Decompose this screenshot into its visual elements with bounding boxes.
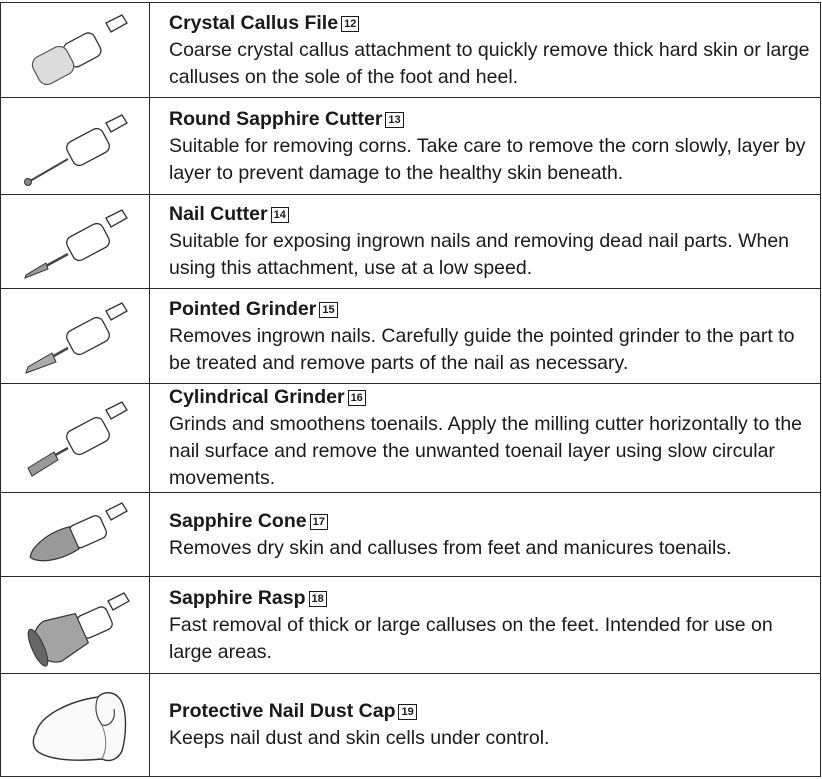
cylindrical-grinder-icon — [10, 388, 140, 488]
attachment-number: 14 — [271, 207, 289, 223]
attachment-description-cell — [150, 493, 821, 577]
attachment-name: Cylindrical Grinder — [169, 386, 345, 408]
sapphire-cone-icon — [10, 495, 140, 575]
attachment-row — [1, 195, 821, 289]
attachment-description: Suitable for exposing ingrown nails and removing dead nail parts. When using this attachment, use at a low speed. — [169, 230, 790, 279]
attachment-description: Grinds and smoothens toenails. Apply the milling cutter horizontally to the nail surface and remove the unwanted toenail layer using slow circular movements. — [169, 413, 803, 489]
attachments-table — [0, 2, 821, 777]
attachment-image-cell — [1, 289, 150, 384]
attachment-name: Pointed Grinder — [169, 297, 317, 320]
attachment-description-cell — [150, 98, 821, 195]
round-sapphire-cutter-icon — [10, 101, 140, 191]
attachment-row — [1, 3, 821, 98]
crystal-callus-file-icon — [10, 5, 140, 95]
nail-cutter-icon — [10, 198, 140, 286]
attachment-number: 18 — [309, 591, 327, 607]
attachment-description: Coarse crystal callus attachment to quickly remove thick hard skin or large calluses on the sole of the foot and heel. — [169, 38, 810, 88]
attachment-description-cell — [150, 289, 821, 384]
attachment-name: Crystal Callus File — [169, 11, 339, 34]
attachment-row — [1, 98, 821, 195]
attachment-name: Sapphire Cone — [169, 509, 307, 532]
attachment-description: Removes ingrown nails. Carefully guide the pointed grinder to the part to be treated and remove parts of the nail as necessary. — [169, 324, 795, 374]
attachment-image-cell — [1, 493, 150, 577]
attachment-description: Suitable for removing corns. Take care to remove the corn slowly, layer by layer to prevent damage to the healthy skin beneath. — [169, 134, 806, 184]
attachment-number: 15 — [319, 302, 337, 318]
sapphire-rasp-icon — [10, 579, 140, 671]
attachment-row — [1, 384, 821, 493]
attachment-number: 17 — [310, 514, 328, 530]
attachment-row — [1, 577, 821, 674]
attachment-number: 13 — [385, 112, 403, 128]
attachment-number: 12 — [341, 16, 359, 32]
attachment-description-cell — [150, 3, 821, 98]
attachment-name: Protective Nail Dust Cap — [169, 700, 396, 722]
attachment-image-cell — [1, 674, 150, 777]
attachment-description: Keeps nail dust and skin cells under control. — [169, 727, 550, 749]
attachment-description-cell — [150, 384, 821, 493]
attachment-description-cell — [150, 674, 821, 777]
attachment-image-cell — [1, 98, 150, 195]
attachment-name: Round Sapphire Cutter — [169, 107, 383, 130]
attachment-number: 19 — [398, 704, 416, 720]
pointed-grinder-icon — [10, 291, 140, 381]
attachment-row — [1, 289, 821, 384]
attachment-image-cell — [1, 384, 150, 493]
attachment-image-cell — [1, 3, 150, 98]
nail-dust-cap-icon — [10, 677, 140, 773]
attachment-row — [1, 674, 821, 777]
attachment-description-cell — [150, 577, 821, 674]
attachment-number: 16 — [348, 390, 366, 406]
attachment-description-cell — [150, 195, 821, 289]
attachment-description: Removes dry skin and calluses from feet and manicures toenails. — [169, 536, 732, 559]
attachment-name: Sapphire Rasp — [169, 586, 306, 609]
attachment-row — [1, 493, 821, 577]
attachment-image-cell — [1, 195, 150, 289]
attachment-name: Nail Cutter — [169, 203, 268, 225]
attachment-description: Fast removal of thick or large calluses on the feet. Intended for use on large areas. — [169, 613, 773, 663]
attachment-image-cell — [1, 577, 150, 674]
